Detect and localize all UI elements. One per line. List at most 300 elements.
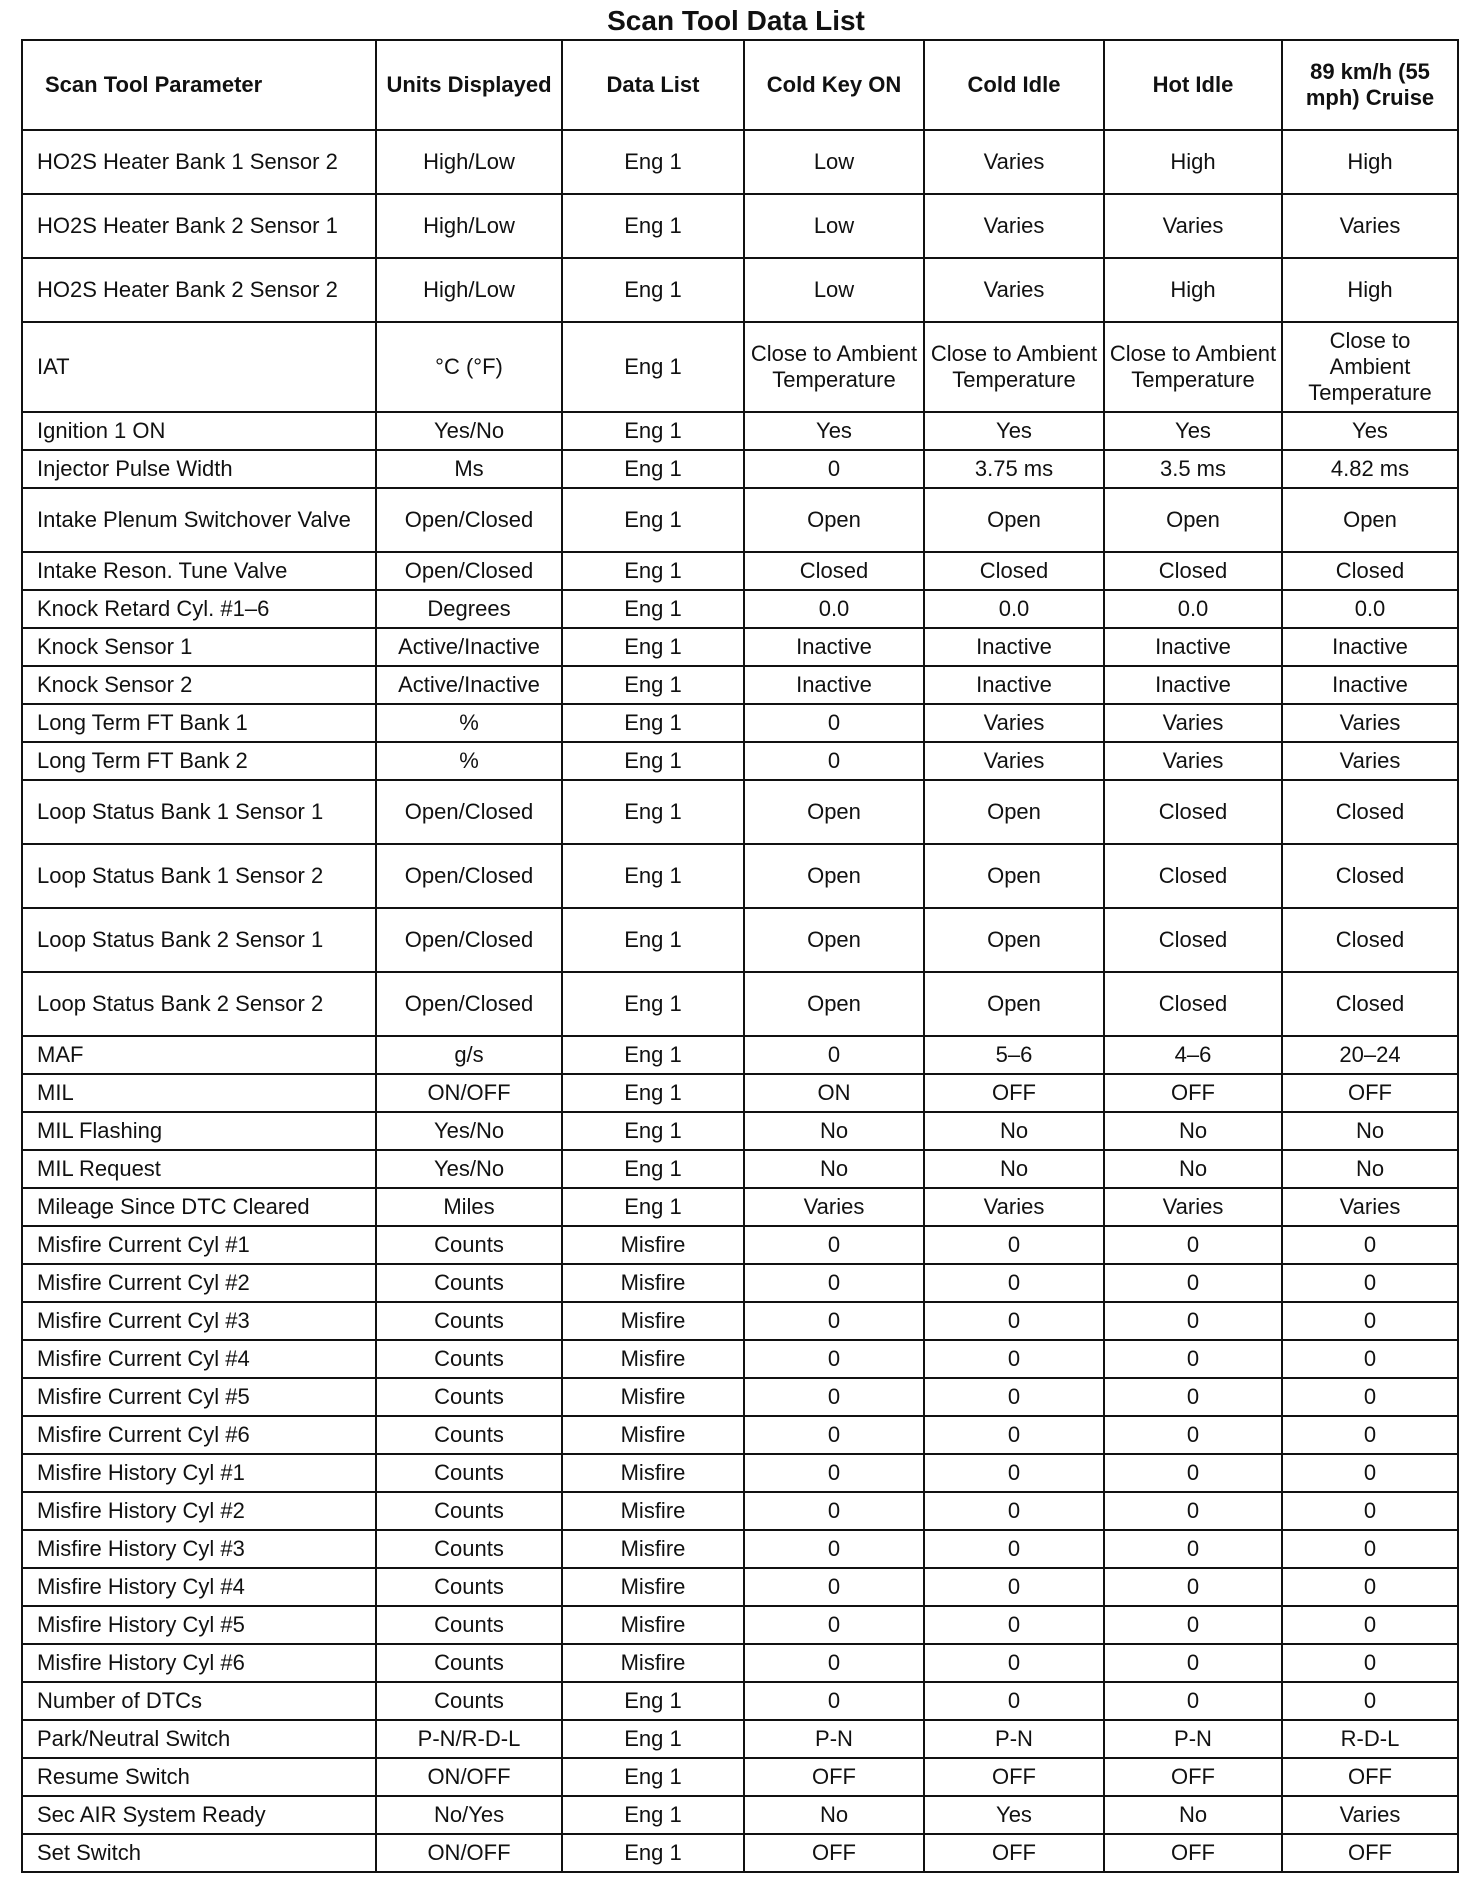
cell-cruise: 0 <box>1282 1454 1458 1492</box>
cell-hot-idle: 4–6 <box>1104 1036 1282 1074</box>
column-header-parameter: Scan Tool Parameter <box>22 40 376 130</box>
cell-parameter: HO2S Heater Bank 2 Sensor 2 <box>22 258 376 322</box>
cell-data-list: Eng 1 <box>562 972 744 1036</box>
cell-units: High/Low <box>376 130 562 194</box>
cell-cold-key-on: 0 <box>744 1682 924 1720</box>
cell-units: Active/Inactive <box>376 666 562 704</box>
cell-cold-key-on: Low <box>744 130 924 194</box>
cell-parameter: Misfire Current Cyl #6 <box>22 1416 376 1454</box>
cell-units: Ms <box>376 450 562 488</box>
cell-cold-key-on: 0 <box>744 742 924 780</box>
cell-parameter: Injector Pulse Width <box>22 450 376 488</box>
table-row <box>22 1834 1458 1872</box>
cell-parameter: Misfire Current Cyl #1 <box>22 1226 376 1264</box>
cell-cold-idle: Open <box>924 780 1104 844</box>
cell-units: Yes/No <box>376 412 562 450</box>
cell-data-list: Misfire <box>562 1530 744 1568</box>
cell-units: Open/Closed <box>376 844 562 908</box>
cell-parameter: Sec AIR System Ready <box>22 1796 376 1834</box>
cell-units: Counts <box>376 1264 562 1302</box>
table-row <box>22 704 1458 742</box>
table-row <box>22 1644 1458 1682</box>
cell-data-list: Eng 1 <box>562 488 744 552</box>
cell-cold-key-on: No <box>744 1796 924 1834</box>
table-row <box>22 1530 1458 1568</box>
cell-data-list: Eng 1 <box>562 590 744 628</box>
cell-cold-key-on: 0 <box>744 1492 924 1530</box>
cell-cold-idle: Inactive <box>924 666 1104 704</box>
cell-units: Counts <box>376 1568 562 1606</box>
cell-cruise: OFF <box>1282 1758 1458 1796</box>
cell-units: Counts <box>376 1644 562 1682</box>
cell-data-list: Eng 1 <box>562 666 744 704</box>
table-row <box>22 1378 1458 1416</box>
cell-cold-key-on: OFF <box>744 1834 924 1872</box>
cell-parameter: Misfire Current Cyl #2 <box>22 1264 376 1302</box>
cell-cruise: No <box>1282 1150 1458 1188</box>
cell-data-list: Misfire <box>562 1340 744 1378</box>
cell-parameter: MIL <box>22 1074 376 1112</box>
cell-hot-idle: 0 <box>1104 1416 1282 1454</box>
cell-hot-idle: No <box>1104 1112 1282 1150</box>
column-header-data-list: Data List <box>562 40 744 130</box>
table-row <box>22 1264 1458 1302</box>
cell-units: Open/Closed <box>376 552 562 590</box>
cell-hot-idle: 0 <box>1104 1226 1282 1264</box>
cell-cruise: Closed <box>1282 972 1458 1036</box>
cell-cruise: Closed <box>1282 844 1458 908</box>
cell-cold-idle: 0 <box>924 1606 1104 1644</box>
cell-hot-idle: OFF <box>1104 1074 1282 1112</box>
cell-cruise: 0 <box>1282 1264 1458 1302</box>
cell-units: Open/Closed <box>376 780 562 844</box>
cell-units: Counts <box>376 1302 562 1340</box>
table-row <box>22 1454 1458 1492</box>
cell-cold-key-on: Close to Ambient Temperature <box>744 322 924 412</box>
cell-data-list: Misfire <box>562 1606 744 1644</box>
table-row <box>22 1302 1458 1340</box>
cell-cruise: OFF <box>1282 1834 1458 1872</box>
cell-parameter: Misfire History Cyl #1 <box>22 1454 376 1492</box>
cell-parameter: Resume Switch <box>22 1758 376 1796</box>
cell-units: Counts <box>376 1682 562 1720</box>
cell-data-list: Eng 1 <box>562 844 744 908</box>
table-row <box>22 1036 1458 1074</box>
cell-cruise: Closed <box>1282 908 1458 972</box>
cell-cold-idle: 0.0 <box>924 590 1104 628</box>
table-row <box>22 1340 1458 1378</box>
cell-cruise: 0 <box>1282 1492 1458 1530</box>
cell-cold-idle: 0 <box>924 1454 1104 1492</box>
cell-hot-idle: 0 <box>1104 1492 1282 1530</box>
cell-cold-idle: Varies <box>924 704 1104 742</box>
cell-hot-idle: Varies <box>1104 742 1282 780</box>
cell-cold-key-on: ON <box>744 1074 924 1112</box>
cell-cold-idle: Closed <box>924 552 1104 590</box>
cell-cold-idle: Open <box>924 844 1104 908</box>
cell-cruise: 4.82 ms <box>1282 450 1458 488</box>
cell-cold-idle: Open <box>924 908 1104 972</box>
cell-cruise: 0 <box>1282 1682 1458 1720</box>
cell-data-list: Eng 1 <box>562 1188 744 1226</box>
cell-cold-key-on: 0.0 <box>744 590 924 628</box>
cell-cold-key-on: Low <box>744 258 924 322</box>
cell-parameter: Long Term FT Bank 2 <box>22 742 376 780</box>
cell-parameter: Loop Status Bank 1 Sensor 2 <box>22 844 376 908</box>
table-row <box>22 1758 1458 1796</box>
cell-hot-idle: No <box>1104 1150 1282 1188</box>
cell-data-list: Eng 1 <box>562 1834 744 1872</box>
cell-parameter: Mileage Since DTC Cleared <box>22 1188 376 1226</box>
cell-cold-key-on: 0 <box>744 1454 924 1492</box>
cell-data-list: Eng 1 <box>562 450 744 488</box>
cell-data-list: Eng 1 <box>562 1796 744 1834</box>
table-row <box>22 1720 1458 1758</box>
cell-hot-idle: 0 <box>1104 1682 1282 1720</box>
cell-cruise: 0 <box>1282 1226 1458 1264</box>
cell-cold-idle: P-N <box>924 1720 1104 1758</box>
cell-cruise: OFF <box>1282 1074 1458 1112</box>
cell-units: Counts <box>376 1378 562 1416</box>
cell-units: Miles <box>376 1188 562 1226</box>
cell-data-list: Misfire <box>562 1416 744 1454</box>
table-row <box>22 1568 1458 1606</box>
cell-parameter: Misfire Current Cyl #3 <box>22 1302 376 1340</box>
cell-units: Counts <box>376 1606 562 1644</box>
cell-parameter: Misfire History Cyl #6 <box>22 1644 376 1682</box>
table-row <box>22 1606 1458 1644</box>
cell-cruise: Varies <box>1282 704 1458 742</box>
cell-cold-idle: 0 <box>924 1416 1104 1454</box>
cell-parameter: Misfire History Cyl #4 <box>22 1568 376 1606</box>
cell-data-list: Misfire <box>562 1492 744 1530</box>
cell-cold-key-on: Open <box>744 780 924 844</box>
cell-parameter: Park/Neutral Switch <box>22 1720 376 1758</box>
cell-parameter: Number of DTCs <box>22 1682 376 1720</box>
scan-tool-data-table <box>21 39 1459 1873</box>
cell-cold-key-on: 0 <box>744 1530 924 1568</box>
column-header-hot-idle: Hot Idle <box>1104 40 1282 130</box>
cell-cruise: Closed <box>1282 780 1458 844</box>
cell-data-list: Eng 1 <box>562 130 744 194</box>
cell-units: % <box>376 742 562 780</box>
cell-cold-idle: OFF <box>924 1834 1104 1872</box>
table-row <box>22 1112 1458 1150</box>
cell-cold-idle: No <box>924 1112 1104 1150</box>
cell-cold-idle: Varies <box>924 130 1104 194</box>
cell-cruise: 0 <box>1282 1378 1458 1416</box>
cell-cold-key-on: 0 <box>744 704 924 742</box>
cell-cruise: High <box>1282 130 1458 194</box>
table-row <box>22 552 1458 590</box>
cell-parameter: Knock Sensor 2 <box>22 666 376 704</box>
cell-cruise: High <box>1282 258 1458 322</box>
cell-units: g/s <box>376 1036 562 1074</box>
cell-data-list: Misfire <box>562 1568 744 1606</box>
cell-cruise: Varies <box>1282 194 1458 258</box>
cell-units: No/Yes <box>376 1796 562 1834</box>
table-header-row <box>22 40 1458 130</box>
cell-cruise: Yes <box>1282 412 1458 450</box>
cell-parameter: MIL Request <box>22 1150 376 1188</box>
cell-hot-idle: Closed <box>1104 972 1282 1036</box>
cell-cold-key-on: 0 <box>744 1264 924 1302</box>
cell-cold-key-on: Yes <box>744 412 924 450</box>
cell-parameter: Misfire History Cyl #5 <box>22 1606 376 1644</box>
cell-cruise: 0 <box>1282 1416 1458 1454</box>
cell-hot-idle: 0 <box>1104 1264 1282 1302</box>
cell-hot-idle: High <box>1104 258 1282 322</box>
cell-cold-idle: 0 <box>924 1492 1104 1530</box>
cell-cold-idle: OFF <box>924 1758 1104 1796</box>
cell-hot-idle: Closed <box>1104 844 1282 908</box>
cell-cold-idle: 3.75 ms <box>924 450 1104 488</box>
cell-cruise: 0 <box>1282 1606 1458 1644</box>
cell-data-list: Eng 1 <box>562 412 744 450</box>
cell-hot-idle: 0.0 <box>1104 590 1282 628</box>
page-title: Scan Tool Data List <box>607 5 865 36</box>
cell-hot-idle: P-N <box>1104 1720 1282 1758</box>
cell-data-list: Eng 1 <box>562 552 744 590</box>
table-row <box>22 194 1458 258</box>
cell-cold-key-on: 0 <box>744 1378 924 1416</box>
table-row <box>22 258 1458 322</box>
cell-units: P-N/R-D-L <box>376 1720 562 1758</box>
cell-units: Yes/No <box>376 1112 562 1150</box>
cell-units: Degrees <box>376 590 562 628</box>
cell-hot-idle: Inactive <box>1104 666 1282 704</box>
cell-data-list: Misfire <box>562 1226 744 1264</box>
table-row <box>22 1226 1458 1264</box>
cell-cold-idle: No <box>924 1150 1104 1188</box>
cell-cold-key-on: Open <box>744 488 924 552</box>
table-row <box>22 908 1458 972</box>
cell-data-list: Eng 1 <box>562 780 744 844</box>
cell-cruise: 20–24 <box>1282 1036 1458 1074</box>
cell-cruise: Closed <box>1282 552 1458 590</box>
cell-hot-idle: 3.5 ms <box>1104 450 1282 488</box>
cell-hot-idle: 0 <box>1104 1644 1282 1682</box>
cell-cold-key-on: Varies <box>744 1188 924 1226</box>
cell-cold-key-on: 0 <box>744 1644 924 1682</box>
cell-parameter: MAF <box>22 1036 376 1074</box>
cell-hot-idle: OFF <box>1104 1758 1282 1796</box>
cell-data-list: Eng 1 <box>562 1074 744 1112</box>
table-row <box>22 412 1458 450</box>
cell-cold-key-on: Inactive <box>744 666 924 704</box>
cell-cold-idle: 0 <box>924 1682 1104 1720</box>
table-row <box>22 1416 1458 1454</box>
cell-hot-idle: Closed <box>1104 908 1282 972</box>
cell-parameter: HO2S Heater Bank 2 Sensor 1 <box>22 194 376 258</box>
cell-units: Open/Closed <box>376 972 562 1036</box>
cell-data-list: Eng 1 <box>562 1758 744 1796</box>
cell-cold-idle: Open <box>924 488 1104 552</box>
cell-cold-key-on: 0 <box>744 1416 924 1454</box>
cell-units: Counts <box>376 1530 562 1568</box>
cell-cold-key-on: 0 <box>744 1606 924 1644</box>
cell-hot-idle: Varies <box>1104 194 1282 258</box>
cell-cold-key-on: 0 <box>744 450 924 488</box>
column-header-units: Units Displayed <box>376 40 562 130</box>
cell-units: ON/OFF <box>376 1758 562 1796</box>
cell-data-list: Eng 1 <box>562 704 744 742</box>
table-row <box>22 488 1458 552</box>
cell-cold-key-on: No <box>744 1150 924 1188</box>
table-row <box>22 1150 1458 1188</box>
cell-units: Counts <box>376 1226 562 1264</box>
cell-data-list: Misfire <box>562 1454 744 1492</box>
cell-parameter: Misfire Current Cyl #4 <box>22 1340 376 1378</box>
cell-cold-idle: 0 <box>924 1226 1104 1264</box>
cell-cruise: R-D-L <box>1282 1720 1458 1758</box>
cell-hot-idle: Yes <box>1104 412 1282 450</box>
cell-hot-idle: 0 <box>1104 1530 1282 1568</box>
cell-cruise: No <box>1282 1112 1458 1150</box>
column-header-cold-key-on: Cold Key ON <box>744 40 924 130</box>
cell-cruise: Varies <box>1282 742 1458 780</box>
cell-parameter: Ignition 1 ON <box>22 412 376 450</box>
cell-parameter: Loop Status Bank 1 Sensor 1 <box>22 780 376 844</box>
cell-units: °C (°F) <box>376 322 562 412</box>
cell-units: Open/Closed <box>376 908 562 972</box>
cell-cruise: Open <box>1282 488 1458 552</box>
cell-cruise: 0 <box>1282 1644 1458 1682</box>
cell-cold-idle: Yes <box>924 1796 1104 1834</box>
cell-units: Counts <box>376 1416 562 1454</box>
cell-units: Active/Inactive <box>376 628 562 666</box>
cell-data-list: Misfire <box>562 1378 744 1416</box>
cell-cold-idle: 0 <box>924 1378 1104 1416</box>
cell-cold-key-on: Open <box>744 972 924 1036</box>
cell-cruise: 0 <box>1282 1530 1458 1568</box>
cell-cold-key-on: 0 <box>744 1568 924 1606</box>
cell-cold-idle: 0 <box>924 1568 1104 1606</box>
cell-hot-idle: 0 <box>1104 1454 1282 1492</box>
cell-units: ON/OFF <box>376 1074 562 1112</box>
cell-cruise: 0 <box>1282 1340 1458 1378</box>
cell-data-list: Eng 1 <box>562 1112 744 1150</box>
table-row <box>22 742 1458 780</box>
cell-cruise: Inactive <box>1282 666 1458 704</box>
cell-parameter: Knock Retard Cyl. #1–6 <box>22 590 376 628</box>
cell-cruise: Close to Ambient Temperature <box>1282 322 1458 412</box>
cell-cruise: Varies <box>1282 1796 1458 1834</box>
cell-parameter: Intake Plenum Switchover Valve <box>22 488 376 552</box>
cell-cold-idle: Varies <box>924 258 1104 322</box>
cell-units: Counts <box>376 1340 562 1378</box>
cell-cruise: 0 <box>1282 1568 1458 1606</box>
cell-data-list: Eng 1 <box>562 742 744 780</box>
cell-parameter: MIL Flashing <box>22 1112 376 1150</box>
cell-hot-idle: OFF <box>1104 1834 1282 1872</box>
cell-data-list: Eng 1 <box>562 258 744 322</box>
table-row <box>22 666 1458 704</box>
cell-data-list: Eng 1 <box>562 194 744 258</box>
cell-cruise: Inactive <box>1282 628 1458 666</box>
cell-cold-key-on: Low <box>744 194 924 258</box>
cell-cold-idle: OFF <box>924 1074 1104 1112</box>
table-row <box>22 1796 1458 1834</box>
cell-units: High/Low <box>376 258 562 322</box>
cell-hot-idle: 0 <box>1104 1378 1282 1416</box>
cell-units: ON/OFF <box>376 1834 562 1872</box>
cell-cold-idle: 0 <box>924 1644 1104 1682</box>
cell-units: Counts <box>376 1454 562 1492</box>
cell-cold-key-on: 0 <box>744 1340 924 1378</box>
cell-parameter: HO2S Heater Bank 1 Sensor 2 <box>22 130 376 194</box>
cell-hot-idle: Varies <box>1104 704 1282 742</box>
cell-units: High/Low <box>376 194 562 258</box>
cell-cold-idle: Varies <box>924 1188 1104 1226</box>
cell-data-list: Misfire <box>562 1644 744 1682</box>
cell-cruise: Varies <box>1282 1188 1458 1226</box>
cell-cold-key-on: No <box>744 1112 924 1150</box>
cell-cold-key-on: Open <box>744 908 924 972</box>
cell-parameter: IAT <box>22 322 376 412</box>
column-header-cruise: 89 km/h (55 mph) Cruise <box>1282 40 1458 130</box>
cell-cold-idle: 5–6 <box>924 1036 1104 1074</box>
table-row <box>22 1188 1458 1226</box>
cell-units: Yes/No <box>376 1150 562 1188</box>
cell-hot-idle: Varies <box>1104 1188 1282 1226</box>
cell-units: Counts <box>376 1492 562 1530</box>
cell-cold-key-on: 0 <box>744 1036 924 1074</box>
cell-cold-idle: Varies <box>924 742 1104 780</box>
cell-parameter: Misfire History Cyl #3 <box>22 1530 376 1568</box>
cell-cold-idle: Inactive <box>924 628 1104 666</box>
cell-hot-idle: Closed <box>1104 552 1282 590</box>
cell-cold-key-on: OFF <box>744 1758 924 1796</box>
cell-hot-idle: Inactive <box>1104 628 1282 666</box>
table-row <box>22 1492 1458 1530</box>
cell-units: % <box>376 704 562 742</box>
cell-hot-idle: Open <box>1104 488 1282 552</box>
cell-hot-idle: 0 <box>1104 1606 1282 1644</box>
cell-data-list: Eng 1 <box>562 1682 744 1720</box>
table-body <box>22 130 1458 1872</box>
cell-cold-idle: Open <box>924 972 1104 1036</box>
cell-cold-key-on: Open <box>744 844 924 908</box>
table-row <box>22 844 1458 908</box>
cell-hot-idle: Closed <box>1104 780 1282 844</box>
cell-hot-idle: No <box>1104 1796 1282 1834</box>
cell-data-list: Misfire <box>562 1264 744 1302</box>
table-row <box>22 130 1458 194</box>
cell-data-list: Eng 1 <box>562 908 744 972</box>
cell-data-list: Eng 1 <box>562 1036 744 1074</box>
cell-cold-key-on: Inactive <box>744 628 924 666</box>
cell-data-list: Misfire <box>562 1302 744 1340</box>
cell-hot-idle: High <box>1104 130 1282 194</box>
cell-cruise: 0.0 <box>1282 590 1458 628</box>
table-row <box>22 590 1458 628</box>
cell-cold-key-on: P-N <box>744 1720 924 1758</box>
cell-data-list: Eng 1 <box>562 322 744 412</box>
table-row <box>22 780 1458 844</box>
cell-parameter: Misfire History Cyl #2 <box>22 1492 376 1530</box>
cell-cold-idle: 0 <box>924 1264 1104 1302</box>
table-row <box>22 450 1458 488</box>
cell-hot-idle: 0 <box>1104 1302 1282 1340</box>
column-header-cold-idle: Cold Idle <box>924 40 1104 130</box>
cell-hot-idle: 0 <box>1104 1340 1282 1378</box>
cell-data-list: Eng 1 <box>562 628 744 666</box>
cell-cruise: 0 <box>1282 1302 1458 1340</box>
cell-data-list: Eng 1 <box>562 1150 744 1188</box>
cell-cold-key-on: 0 <box>744 1226 924 1264</box>
cell-parameter: Loop Status Bank 2 Sensor 1 <box>22 908 376 972</box>
